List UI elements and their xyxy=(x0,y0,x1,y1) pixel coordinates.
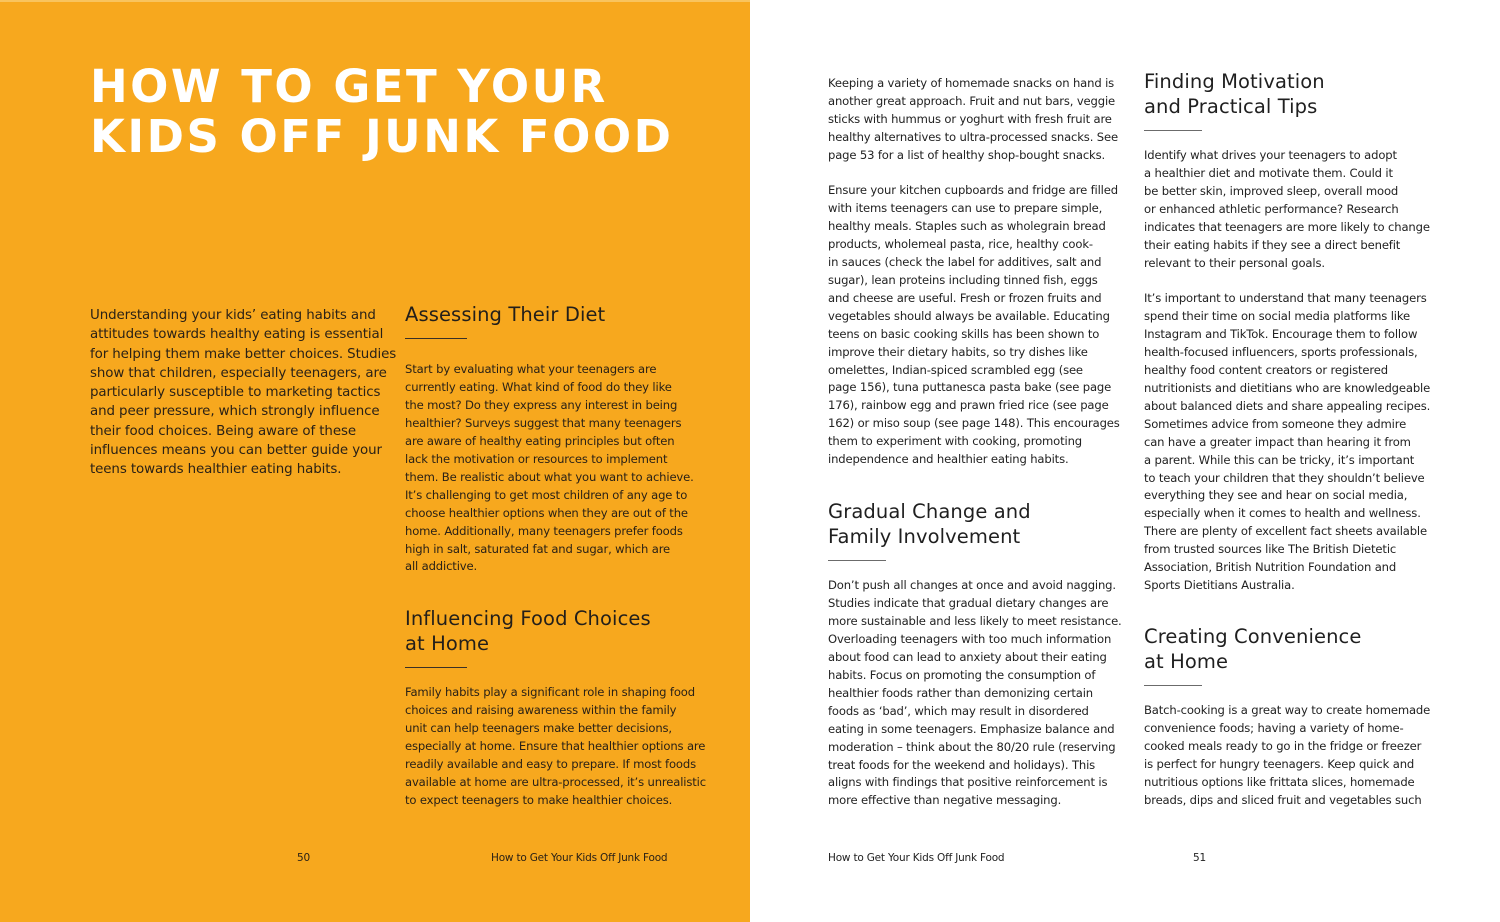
body-line: are aware of healthy eating principles but often xyxy=(405,433,675,448)
body-line: high in salt, saturated fat and sugar, which are xyxy=(405,541,671,556)
body-line: habits. Focus on promoting the consumption of xyxy=(828,667,1096,682)
body-line: and cheese are useful. Fresh or frozen fruits and xyxy=(828,290,1102,305)
body-line: can have a greater impact than hearing it from xyxy=(1144,434,1411,449)
heading-line: at Home xyxy=(1144,650,1229,673)
body-line: Overloading teenagers with too much information xyxy=(828,631,1112,646)
body-line: especially at home. Ensure that healthier options are xyxy=(405,738,706,753)
heading-line: Finding Motivation xyxy=(1144,70,1325,93)
heading-line: Gradual Change and xyxy=(828,500,1031,523)
body-line: page 53 for a list of healthy shop-bought snacks. xyxy=(828,147,1106,162)
paragraph-homemade-snacks xyxy=(828,75,1118,165)
right-page xyxy=(750,0,1500,922)
intro-line: for helping them make better choices. Studies xyxy=(90,346,397,362)
section-body-influencing-food-choices xyxy=(405,684,706,810)
body-line: available at home are ultra-processed, it’s unrealistic xyxy=(405,774,706,789)
body-line: Sometimes advice from someone they admire xyxy=(1144,416,1407,431)
heading-rule xyxy=(405,667,467,668)
section-body-assessing-their-diet xyxy=(405,361,694,576)
intro-line: attitudes towards healthy eating is essential xyxy=(90,327,384,343)
body-line: especially when it comes to health and wellness. xyxy=(1144,506,1421,521)
body-line: healthier foods rather than demonizing certain xyxy=(828,685,1093,700)
heading-line: Creating Convenience xyxy=(1144,625,1362,648)
section-body-gradual-change xyxy=(828,577,1122,810)
body-line: teens on basic cooking skills has been shown to xyxy=(828,326,1100,341)
running-title-right: How to Get Your Kids Off Junk Food xyxy=(828,852,1005,864)
body-line: independence and healthier eating habits. xyxy=(828,452,1069,467)
body-line: improve their dietary habits, so try dishes like xyxy=(828,344,1088,359)
body-line: sticks with hummus or yoghurt with fresh fruit are xyxy=(828,111,1112,126)
body-line: all addictive. xyxy=(405,559,477,574)
section-heading-influencing-food-choices xyxy=(405,606,651,656)
body-line: everything they see and hear on social media, xyxy=(1144,488,1408,503)
body-line: omelettes, Indian-spiced scrambled egg (see xyxy=(828,362,1083,377)
body-line: It’s important to understand that many teenagers xyxy=(1144,291,1427,305)
body-line: moderation – think about the 80/20 rule (reserving xyxy=(828,739,1116,754)
heading-rule xyxy=(405,338,467,339)
paragraph-identify-drivers xyxy=(1144,147,1430,273)
body-line: more sustainable and less likely to meet resistance. xyxy=(828,613,1122,628)
body-line: Instagram and TikTok. Encourage them to follow xyxy=(1144,326,1418,341)
page-number-left: 50 xyxy=(297,852,310,864)
body-line: eating in some teenagers. Emphasize balance and xyxy=(828,721,1115,736)
paragraph-kitchen-staples xyxy=(828,182,1120,469)
body-line: another great approach. Fruit and nut bars, veggie xyxy=(828,93,1116,108)
heading-line: Assessing Their Diet xyxy=(405,303,606,326)
heading-line: at Home xyxy=(405,632,490,655)
body-line: nutritionists and dietitians who are knowledgeable xyxy=(1144,380,1431,395)
intro-line: Understanding your kids’ eating habits and xyxy=(90,308,376,323)
body-line: them to experiment with cooking, promoting xyxy=(828,434,1082,449)
body-line: Identify what drives your teenagers to adopt xyxy=(1144,148,1397,162)
body-line: healthy meals. Staples such as wholegrain bread xyxy=(828,218,1106,233)
body-line: breads, dips and sliced fruit and vegetables such xyxy=(1144,792,1422,807)
body-line: with items teenagers can use to prepare simple, xyxy=(828,200,1103,215)
body-line: Keeping a variety of homemade snacks on hand is xyxy=(828,76,1115,90)
body-line: to teach your children that they shouldn’t believe xyxy=(1144,470,1425,485)
body-line: It’s challenging to get most children of any age to xyxy=(405,487,688,502)
body-line: a healthier diet and motivate them. Could it xyxy=(1144,165,1393,180)
intro-line: their food choices. Being aware of these xyxy=(90,423,356,439)
body-line: 176), rainbow egg and prawn fried rice (see page xyxy=(828,398,1109,413)
body-line: nutritious options like frittata slices, homemade xyxy=(1144,774,1415,789)
body-line: vegetables should always be available. Educating xyxy=(828,308,1110,323)
body-line: indicates that teenagers are more likely to change xyxy=(1144,219,1430,234)
intro-line: and peer pressure, which strongly influence xyxy=(90,404,380,420)
body-line: is perfect for hungry teenagers. Keep quick and xyxy=(1144,756,1415,771)
body-line: health-focused influencers, sports professionals, xyxy=(1144,344,1418,359)
body-line: more effective than negative messaging. xyxy=(828,793,1062,808)
body-line: relevant to their personal goals. xyxy=(1144,255,1325,270)
intro-line: particularly susceptible to marketing tactics xyxy=(90,385,381,401)
intro-line: teens towards healthier eating habits. xyxy=(90,462,342,478)
body-line: or enhanced athletic performance? Research xyxy=(1144,201,1399,216)
body-line: healthier? Surveys suggest that many teenagers xyxy=(405,415,682,430)
title-line: HOW TO GET YOUR xyxy=(90,60,608,113)
heading-line: and Practical Tips xyxy=(1144,95,1318,118)
heading-line: Family Involvement xyxy=(828,525,1021,548)
title-line: KIDS OFF JUNK FOOD xyxy=(90,110,674,163)
body-line: to expect teenagers to make healthier choices. xyxy=(405,792,673,807)
body-line: choices and raising awareness within the family xyxy=(405,702,677,717)
body-line: their eating habits if they see a direct benefit xyxy=(1144,237,1401,252)
body-line: Studies indicate that gradual dietary changes are xyxy=(828,595,1109,610)
body-line: Don’t push all changes at once and avoid nagging. xyxy=(828,578,1116,592)
body-line: about balanced diets and share appealing recipes. xyxy=(1144,398,1431,413)
body-line: them. Be realistic about what you want to achieve. xyxy=(405,469,694,484)
body-line: Ensure your kitchen cupboards and fridge are filled xyxy=(828,183,1118,197)
intro-line: influences means you can better guide your xyxy=(90,443,382,459)
intro-paragraph xyxy=(90,306,397,480)
body-line: Family habits play a significant role in shaping food xyxy=(405,685,695,699)
body-line: Batch-cooking is a great way to create homemade xyxy=(1144,703,1431,717)
body-line: healthy food content creators or registered xyxy=(1144,362,1388,377)
body-line: choose healthier options when they are out of the xyxy=(405,505,688,520)
running-title-left: How to Get Your Kids Off Junk Food xyxy=(491,852,668,864)
section-heading-finding-motivation xyxy=(1144,69,1325,119)
body-line: spend their time on social media platforms like xyxy=(1144,308,1410,323)
body-line: sugar), lean proteins including tinned fish, eggs xyxy=(828,272,1098,287)
chapter-title xyxy=(90,62,674,162)
body-line: foods as ‘bad’, which may result in disordered xyxy=(828,703,1089,718)
body-line: be better skin, improved sleep, overall mood xyxy=(1144,183,1399,198)
body-line: lack the motivation or resources to implement xyxy=(405,451,668,466)
body-line: home. Additionally, many teenagers prefer foods xyxy=(405,523,683,538)
intro-line: show that children, especially teenagers, are xyxy=(90,365,387,381)
section-heading-assessing-their-diet xyxy=(405,302,605,327)
body-line: a parent. While this can be tricky, it’s important xyxy=(1144,452,1415,467)
heading-rule xyxy=(1144,130,1202,131)
section-heading-creating-convenience xyxy=(1144,624,1361,674)
body-line: Start by evaluating what your teenagers are xyxy=(405,362,657,376)
body-line: convenience foods; having a variety of home- xyxy=(1144,720,1404,735)
section-heading-gradual-change xyxy=(828,499,1031,549)
paragraph-social-media xyxy=(1144,290,1430,595)
body-line: products, wholemeal pasta, rice, healthy cook- xyxy=(828,236,1093,251)
heading-rule xyxy=(828,560,886,561)
body-line: unit can help teenagers make better decisions, xyxy=(405,720,672,735)
body-line: in sauces (check the label for additives, salt and xyxy=(828,254,1102,269)
body-line: Association, British Nutrition Foundation and xyxy=(1144,560,1397,575)
body-line: the most? Do they express any interest in being xyxy=(405,397,678,412)
body-line: page 156), tuna puttanesca pasta bake (see page xyxy=(828,380,1112,395)
body-line: about food can lead to anxiety about their eating xyxy=(828,649,1107,664)
body-line: readily available and easy to prepare. If most foods xyxy=(405,756,696,771)
body-line: treat foods for the weekend and holidays). This xyxy=(828,757,1096,772)
page-number-right: 51 xyxy=(1193,852,1206,864)
heading-line: Influencing Food Choices xyxy=(405,607,651,630)
body-line: from trusted sources like The British Dietetic xyxy=(1144,542,1397,557)
body-line: aligns with findings that positive reinforcement is xyxy=(828,775,1108,790)
heading-rule xyxy=(1144,685,1202,686)
body-line: Sports Dietitians Australia. xyxy=(1144,578,1295,593)
body-line: healthy alternatives to ultra-processed snacks. See xyxy=(828,129,1118,144)
body-line: currently eating. What kind of food do they like xyxy=(405,379,672,394)
body-line: cooked meals ready to go in the fridge or freezer xyxy=(1144,738,1422,753)
section-body-creating-convenience xyxy=(1144,702,1430,810)
body-line: There are plenty of excellent fact sheets available xyxy=(1144,524,1427,539)
body-line: 162) or miso soup (see page 148). This encourages xyxy=(828,416,1120,431)
